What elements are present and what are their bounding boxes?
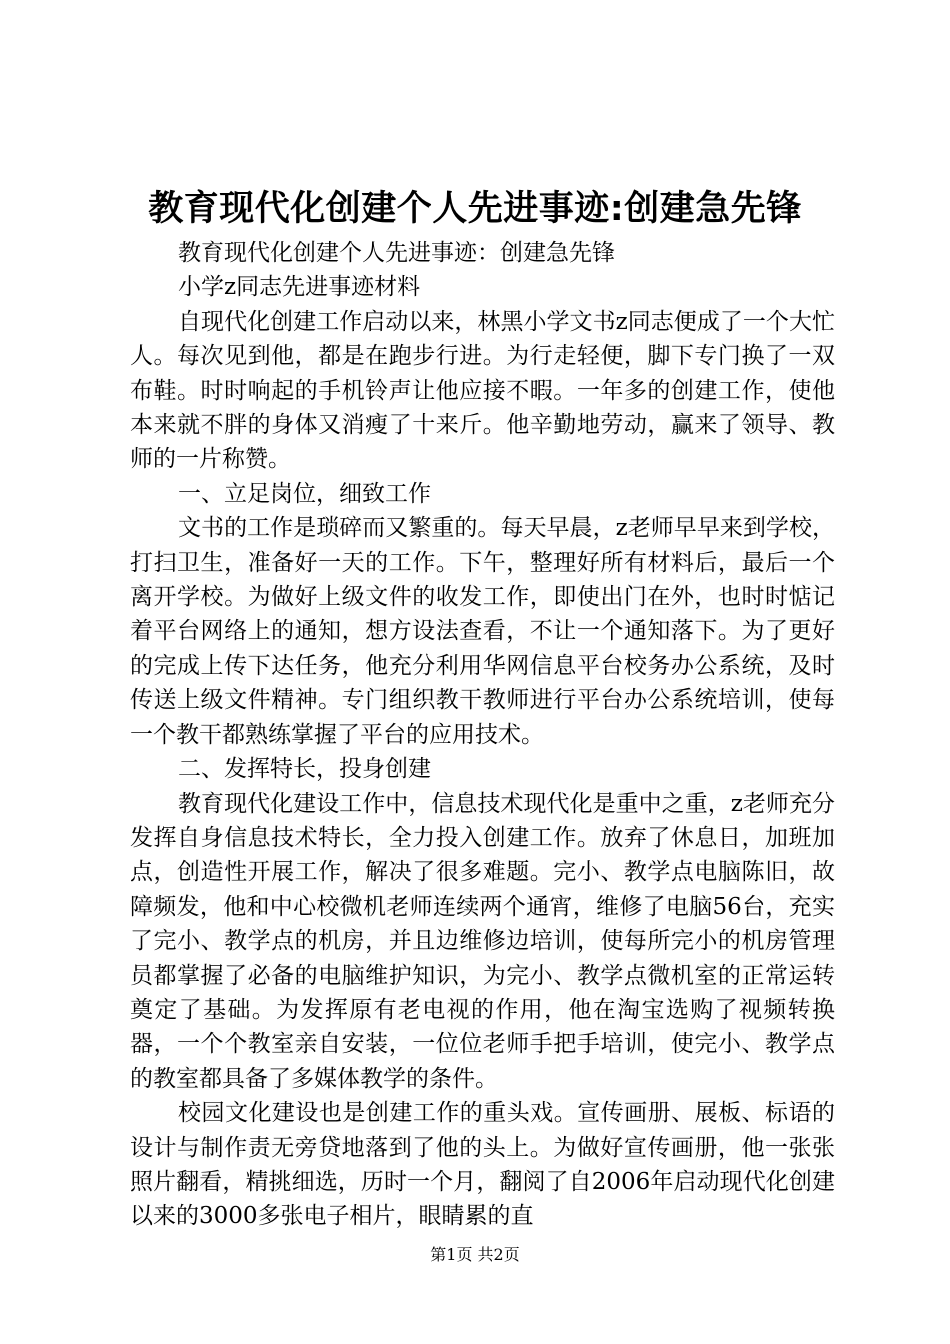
paragraph-subtitle: 小学z同志先进事迹材料 [178, 274, 421, 301]
section-heading-1: 一、立足岗位，细致工作 [178, 480, 431, 507]
paragraph-section-2: 教育现代化建设工作中，信息技术现代化是重中之重，z老师充分发挥自身信息技术特长，全力投入创建工作。放弃了休息日，加班加点，创造性开展工作，解决了很多难题。完小、教学点电脑陈旧，故障频发，他和中心校微机老师连续两个通宵，维修了电脑56台，充实了完小、教学点的机房，并且边维修边培训，使每所完小的机房管理员都掌握了必备的电脑维护知识，为完小、教学点微机室的正常运转奠定了基础。为发挥原有老电视的作用，他在淘宝选购了视频转换器，一个个教室亲自安装，一位位老师手把手培训，使完小、教学点的教室都具备了多媒体教学的条件。 [130, 790, 835, 1092]
document-title: 教育现代化创建个人先进事迹:创建急先锋 [148, 189, 802, 229]
paragraph-heading-repeat: 教育现代化创建个人先进事迹：创建急先锋 [178, 240, 615, 266]
document-body [130, 236, 835, 1234]
paragraph-campus-culture: 校园文化建设也是创建工作的重头戏。宣传画册、展板、标语的设计与制作责无旁贷地落到了他的头上。为做好宣传画册，他一张张照片翻看，精挑细选，历时一个月，翻阅了自2006年启动现代化创建以来的3000多张电子相片，眼睛累的直 [130, 1100, 835, 1230]
page-footer: 第1页 共2页 [430, 1245, 520, 1264]
paragraph-section-1: 文书的工作是琐碎而又繁重的。每天早晨，z老师早早来到学校，打扫卫生，准备好一天的工作。下午，整理好所有材料后，最后一个离开学校。为做好上级文件的收发工作，即使出门在外，也时时惦记着平台网络上的通知，想方设法查看，不让一个通知落下。为了更好的完成上传下达任务，他充分利用华网信息平台校务办公系统，及时传送上级文件精神。专门组织教干教师进行平台办公系统培训，使每一个教干都熟练掌握了平台的应用技术。 [130, 515, 835, 748]
section-heading-2: 二、发挥特长，投身创建 [178, 756, 431, 783]
paragraph-intro: 自现代化创建工作启动以来，林黑小学文书z同志便成了一个大忙人。每次见到他，都是在跑步行进。为行走轻便，脚下专门换了一双布鞋。时时响起的手机铃声让他应接不暇。一年多的创建工作，使他本来就不胖的身体又消瘦了十来斤。他辛勤地劳动，赢来了领导、教师的一片称赞。 [130, 308, 835, 473]
